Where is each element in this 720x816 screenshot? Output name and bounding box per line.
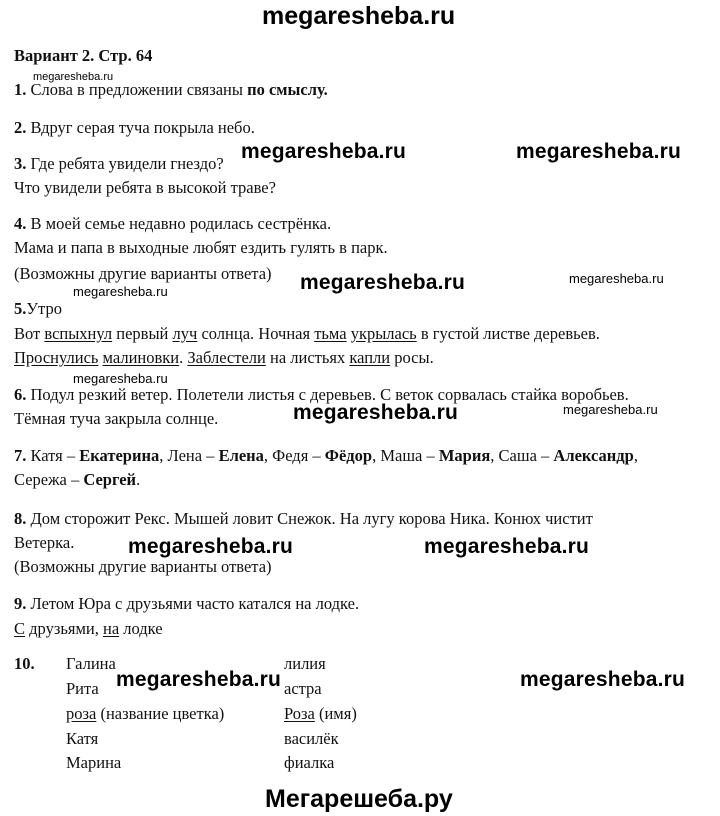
page-title: Вариант 2. Стр. 64 bbox=[14, 46, 153, 65]
question-9 bbox=[14, 594, 359, 614]
underlined-word: капли bbox=[349, 348, 391, 367]
underlined-word: Роза bbox=[284, 704, 315, 723]
watermark-small: megaresheba.ru bbox=[33, 71, 114, 83]
left-column-item: Рита bbox=[66, 679, 99, 698]
underlined-word: Проснулись bbox=[14, 348, 99, 367]
underlined-word: луч bbox=[172, 324, 198, 343]
question-8-line-2: Ветерка. bbox=[14, 533, 75, 552]
watermark-large: megaresheba.ru bbox=[424, 535, 590, 558]
watermark-small: megaresheba.ru bbox=[73, 284, 168, 299]
right-column-item bbox=[284, 704, 357, 724]
left-column-item bbox=[66, 704, 224, 724]
right-column-item: лилия bbox=[284, 654, 326, 673]
plain-text: в густой листве деревьев. bbox=[416, 324, 600, 343]
plain-text: первый bbox=[112, 324, 173, 343]
full-name: Мария bbox=[438, 446, 491, 465]
question-number: 4. bbox=[14, 214, 27, 233]
question-number: 3. bbox=[14, 154, 27, 173]
plain-text: , Лена – bbox=[159, 446, 219, 465]
question-number: 7. bbox=[14, 446, 27, 465]
right-column-item: фиалка bbox=[284, 753, 335, 772]
footer-watermark: Мегарешеба.ру bbox=[265, 785, 453, 813]
plain-text: , Федя – bbox=[263, 446, 325, 465]
question-7 bbox=[14, 446, 638, 466]
plain-text: росы. bbox=[390, 348, 434, 367]
watermark-small: megaresheba.ru bbox=[569, 271, 664, 286]
answer-text: В моей семье недавно родилась сестрёнка. bbox=[30, 214, 332, 233]
question-4 bbox=[14, 214, 331, 234]
answer-text: Вдруг серая туча покрыла небо. bbox=[30, 118, 255, 137]
question-3 bbox=[14, 154, 224, 174]
question-6-line-2: Тёмная туча закрыла солнце. bbox=[14, 409, 219, 428]
underlined-word: на bbox=[102, 619, 120, 638]
watermark-large: megaresheba.ru bbox=[293, 401, 459, 424]
right-column-item: астра bbox=[284, 679, 322, 698]
answer-text: Дом сторожит Рекс. Мышей ловит Снежок. На лугу корова Ника. Конюх чистит bbox=[30, 509, 593, 528]
plain-text: , Саша – bbox=[490, 446, 554, 465]
right-column-item: василёк bbox=[284, 729, 339, 748]
plain-text: на листьях bbox=[265, 348, 350, 367]
header-watermark: megaresheba.ru bbox=[262, 2, 456, 30]
question-number: 1. bbox=[14, 80, 27, 99]
left-column-item: Марина bbox=[66, 753, 122, 772]
full-name: Фёдор bbox=[324, 446, 373, 465]
plain-text: лодке bbox=[119, 619, 163, 638]
text-line-2 bbox=[14, 348, 434, 368]
plain-text: , bbox=[633, 446, 638, 465]
left-column-item: Катя bbox=[66, 729, 99, 748]
question-number: 6. bbox=[14, 385, 27, 404]
underlined-word: роза bbox=[66, 704, 97, 723]
full-name: Сергей bbox=[83, 470, 137, 489]
question-4-line-3: (Возможны другие варианты ответа) bbox=[14, 264, 272, 283]
question-number: 2. bbox=[14, 118, 27, 137]
plain-text: . bbox=[179, 348, 188, 367]
question-9-line-2 bbox=[14, 619, 163, 639]
question-number: 8. bbox=[14, 509, 27, 528]
full-name: Александр bbox=[553, 446, 634, 465]
answer-text: Слова в предложении связаны bbox=[30, 80, 248, 99]
question-8-line-3: (Возможны другие варианты ответа) bbox=[14, 557, 272, 576]
question-5 bbox=[14, 299, 62, 319]
plain-text: Вот bbox=[14, 324, 45, 343]
question-2 bbox=[14, 118, 255, 138]
underlined-word: вспыхнул bbox=[44, 324, 113, 343]
watermark-small: megaresheba.ru bbox=[563, 402, 658, 417]
question-4-line-2: Мама и папа в выходные любят ездить гулять в парк. bbox=[14, 238, 388, 257]
underlined-word: тьма bbox=[314, 324, 347, 343]
watermark-large: megaresheba.ru bbox=[300, 271, 466, 294]
question-number: 5. bbox=[14, 299, 27, 318]
question-number: 10. bbox=[14, 654, 35, 673]
watermark-large: megaresheba.ru bbox=[516, 140, 682, 163]
question-7-line-2 bbox=[14, 470, 140, 490]
plain-text: (название цветка) bbox=[96, 704, 225, 723]
watermark-large: megaresheba.ru bbox=[520, 668, 686, 691]
plain-text: , Маша – bbox=[372, 446, 439, 465]
text-line-1 bbox=[14, 324, 600, 344]
watermark-large: megaresheba.ru bbox=[241, 140, 407, 163]
underlined-word: Заблестели bbox=[187, 348, 266, 367]
plain-text: (имя) bbox=[314, 704, 357, 723]
answer-bold: по смыслу. bbox=[247, 80, 328, 99]
question-8 bbox=[14, 509, 593, 529]
answer-text: Где ребята увидели гнездо? bbox=[30, 154, 224, 173]
watermark-small: megaresheba.ru bbox=[73, 371, 168, 386]
full-name: Елена bbox=[218, 446, 264, 465]
plain-text: Катя – bbox=[30, 446, 80, 465]
plain-text: . bbox=[136, 470, 141, 489]
answer-text: Летом Юра с друзьями часто катался на лодке. bbox=[30, 594, 360, 613]
question-1 bbox=[14, 80, 328, 100]
underlined-word: малиновки bbox=[102, 348, 180, 367]
underlined-word: укрылась bbox=[350, 324, 417, 343]
plain-text: друзьями, bbox=[25, 619, 103, 638]
watermark-large: megaresheba.ru bbox=[128, 535, 294, 558]
answer-text: Подул резкий ветер. Полетели листья с деревьев. С веток сорвалась стайка воробьев. bbox=[30, 385, 629, 404]
underlined-word: С bbox=[14, 619, 26, 638]
full-name: Екатерина bbox=[79, 446, 160, 465]
question-3-line-2: Что увидели ребята в высокой траве? bbox=[14, 178, 276, 197]
question-number: 9. bbox=[14, 594, 27, 613]
left-column-item: Галина bbox=[66, 654, 116, 673]
watermark-large: megaresheba.ru bbox=[116, 668, 282, 691]
plain-text: Сережа – bbox=[14, 470, 84, 489]
plain-text: солнца. Ночная bbox=[197, 324, 315, 343]
text-title: Утро bbox=[26, 299, 62, 318]
